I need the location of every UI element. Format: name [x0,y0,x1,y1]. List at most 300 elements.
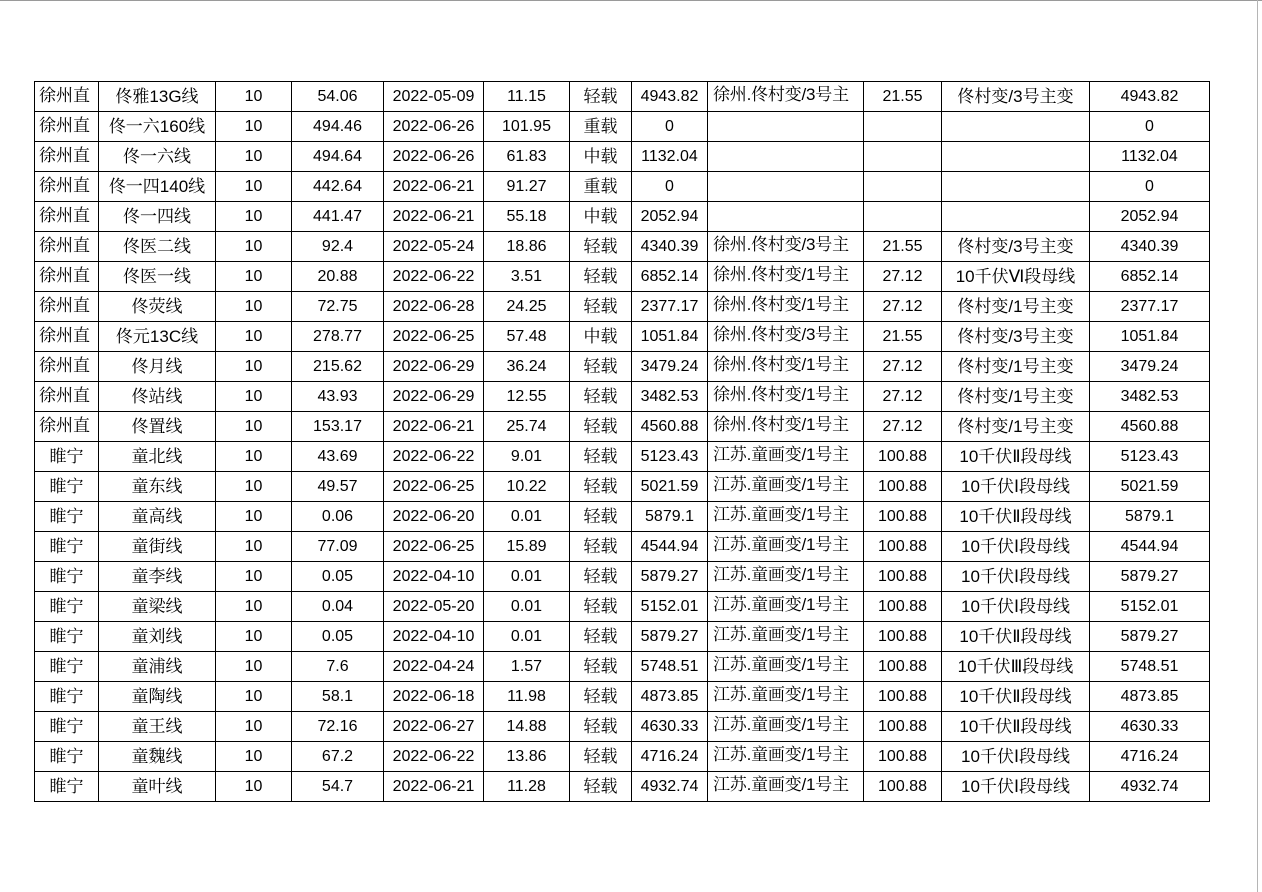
table-row [35,712,1210,742]
voltage-cell: 10 [216,472,292,502]
table-row [35,142,1210,172]
available-capacity-cell: 4544.94 [1090,532,1210,562]
feeder-name-cell: 童刘线 [99,622,216,652]
transformer-rate-cell: 27.12 [864,352,942,382]
capacity-cell: 4943.82 [632,82,708,112]
current-cell: 278.77 [292,322,384,352]
capacity-cell: 4560.88 [632,412,708,442]
load-status-cell: 轻载 [570,592,632,622]
load-status-cell: 轻载 [570,652,632,682]
load-status-cell: 中载 [570,322,632,352]
transformer-rate-cell: 100.88 [864,472,942,502]
current-cell: 153.17 [292,412,384,442]
available-capacity-cell: 0 [1090,112,1210,142]
load-rate-cell: 61.83 [484,142,570,172]
load-rate-cell: 57.48 [484,322,570,352]
current-cell: 7.6 [292,652,384,682]
table-row [35,352,1210,382]
load-rate-cell: 11.15 [484,82,570,112]
bus-cell [942,112,1090,142]
substation-transformer-cell [708,112,864,142]
region-cell: 徐州直 [35,382,99,412]
bus-cell: 10千伏Ⅰ段母线 [942,592,1090,622]
capacity-cell: 1051.84 [632,322,708,352]
load-status-cell: 轻载 [570,292,632,322]
transformer-rate-cell: 100.88 [864,772,942,802]
substation-transformer-cell: 徐州.佟村变/1号主 [708,292,864,322]
load-status-cell: 轻载 [570,442,632,472]
voltage-cell: 10 [216,712,292,742]
region-cell: 徐州直 [35,352,99,382]
load-rate-cell: 55.18 [484,202,570,232]
available-capacity-cell: 4340.39 [1090,232,1210,262]
date-cell: 2022-06-18 [384,682,484,712]
available-capacity-cell: 5879.27 [1090,622,1210,652]
substation-transformer-cell: 江苏.童画变/1号主 [708,772,864,802]
current-cell: 72.75 [292,292,384,322]
capacity-cell: 2052.94 [632,202,708,232]
load-status-cell: 重载 [570,112,632,142]
load-status-cell: 轻载 [570,352,632,382]
voltage-cell: 10 [216,352,292,382]
capacity-cell: 5152.01 [632,592,708,622]
voltage-cell: 10 [216,562,292,592]
date-cell: 2022-06-29 [384,352,484,382]
transformer-rate-cell: 27.12 [864,382,942,412]
capacity-cell: 2377.17 [632,292,708,322]
load-status-cell: 重载 [570,172,632,202]
voltage-cell: 10 [216,502,292,532]
bus-cell: 佟村变/1号主变 [942,382,1090,412]
current-cell: 77.09 [292,532,384,562]
table-row [35,442,1210,472]
capacity-cell: 4630.33 [632,712,708,742]
capacity-cell: 4544.94 [632,532,708,562]
current-cell: 43.69 [292,442,384,472]
table-row [35,292,1210,322]
capacity-cell: 0 [632,112,708,142]
load-rate-cell: 0.01 [484,562,570,592]
load-status-cell: 轻载 [570,562,632,592]
capacity-cell: 4716.24 [632,742,708,772]
bus-cell: 10千伏Ⅲ段母线 [942,652,1090,682]
voltage-cell: 10 [216,322,292,352]
feeder-name-cell: 童高线 [99,502,216,532]
region-cell: 睢宁 [35,442,99,472]
available-capacity-cell: 5879.27 [1090,562,1210,592]
load-status-cell: 轻载 [570,82,632,112]
feeder-name-cell: 佟一四140线 [99,172,216,202]
voltage-cell: 10 [216,232,292,262]
available-capacity-cell: 5879.1 [1090,502,1210,532]
date-cell: 2022-06-26 [384,142,484,172]
table-row [35,682,1210,712]
voltage-cell: 10 [216,382,292,412]
capacity-cell: 4932.74 [632,772,708,802]
transformer-rate-cell [864,112,942,142]
table-row [35,472,1210,502]
substation-transformer-cell: 徐州.佟村变/3号主 [708,322,864,352]
load-status-cell: 中载 [570,202,632,232]
transformer-rate-cell: 21.55 [864,322,942,352]
region-cell: 睢宁 [35,622,99,652]
date-cell: 2022-06-20 [384,502,484,532]
bus-cell [942,172,1090,202]
capacity-cell: 5123.43 [632,442,708,472]
load-status-cell: 轻载 [570,502,632,532]
region-cell: 徐州直 [35,112,99,142]
date-cell: 2022-06-22 [384,442,484,472]
feeder-name-cell: 童陶线 [99,682,216,712]
available-capacity-cell: 4873.85 [1090,682,1210,712]
bus-cell: 10千伏Ⅱ段母线 [942,502,1090,532]
capacity-cell: 1132.04 [632,142,708,172]
capacity-cell: 3479.24 [632,352,708,382]
transformer-rate-cell: 100.88 [864,742,942,772]
current-cell: 0.04 [292,592,384,622]
available-capacity-cell: 6852.14 [1090,262,1210,292]
available-capacity-cell: 2052.94 [1090,202,1210,232]
capacity-cell: 5748.51 [632,652,708,682]
bus-cell: 10千伏Ⅰ段母线 [942,742,1090,772]
voltage-cell: 10 [216,652,292,682]
capacity-cell: 5879.1 [632,502,708,532]
voltage-cell: 10 [216,142,292,172]
date-cell: 2022-04-10 [384,562,484,592]
current-cell: 92.4 [292,232,384,262]
region-cell: 徐州直 [35,322,99,352]
capacity-cell: 5021.59 [632,472,708,502]
substation-transformer-cell: 徐州.佟村变/3号主 [708,232,864,262]
voltage-cell: 10 [216,262,292,292]
transformer-rate-cell: 100.88 [864,442,942,472]
bus-cell: 佟村变/1号主变 [942,352,1090,382]
available-capacity-cell: 5152.01 [1090,592,1210,622]
date-cell: 2022-06-28 [384,292,484,322]
date-cell: 2022-04-24 [384,652,484,682]
load-status-cell: 轻载 [570,382,632,412]
load-rate-cell: 10.22 [484,472,570,502]
feeder-load-table [34,81,1210,802]
load-rate-cell: 11.28 [484,772,570,802]
feeder-name-cell: 童北线 [99,442,216,472]
region-cell: 睢宁 [35,772,99,802]
bus-cell: 10千伏Ⅰ段母线 [942,532,1090,562]
available-capacity-cell: 5748.51 [1090,652,1210,682]
transformer-rate-cell: 21.55 [864,232,942,262]
load-status-cell: 轻载 [570,232,632,262]
region-cell: 徐州直 [35,202,99,232]
load-rate-cell: 14.88 [484,712,570,742]
table-row [35,502,1210,532]
load-rate-cell: 0.01 [484,622,570,652]
bus-cell: 10千伏Ⅰ段母线 [942,772,1090,802]
date-cell: 2022-05-09 [384,82,484,112]
substation-transformer-cell: 江苏.童画变/1号主 [708,472,864,502]
date-cell: 2022-06-21 [384,772,484,802]
available-capacity-cell: 4560.88 [1090,412,1210,442]
capacity-cell: 0 [632,172,708,202]
voltage-cell: 10 [216,742,292,772]
bus-cell: 10千伏Ⅱ段母线 [942,682,1090,712]
capacity-cell: 5879.27 [632,562,708,592]
voltage-cell: 10 [216,202,292,232]
region-cell: 睢宁 [35,502,99,532]
substation-transformer-cell [708,202,864,232]
voltage-cell: 10 [216,82,292,112]
date-cell: 2022-06-25 [384,532,484,562]
feeder-name-cell: 童浦线 [99,652,216,682]
transformer-rate-cell: 100.88 [864,682,942,712]
available-capacity-cell: 4630.33 [1090,712,1210,742]
current-cell: 54.06 [292,82,384,112]
substation-transformer-cell: 徐州.佟村变/1号主 [708,382,864,412]
bus-cell: 10千伏Ⅵ段母线 [942,262,1090,292]
load-status-cell: 轻载 [570,412,632,442]
load-rate-cell: 9.01 [484,442,570,472]
transformer-rate-cell: 27.12 [864,292,942,322]
current-cell: 72.16 [292,712,384,742]
transformer-rate-cell: 21.55 [864,82,942,112]
region-cell: 睢宁 [35,742,99,772]
region-cell: 徐州直 [35,262,99,292]
substation-transformer-cell: 江苏.童画变/1号主 [708,442,864,472]
region-cell: 睢宁 [35,712,99,742]
bus-cell [942,202,1090,232]
load-rate-cell: 13.86 [484,742,570,772]
feeder-name-cell: 童李线 [99,562,216,592]
table-row [35,742,1210,772]
table-row [35,652,1210,682]
load-rate-cell: 12.55 [484,382,570,412]
region-cell: 睢宁 [35,562,99,592]
available-capacity-cell: 4716.24 [1090,742,1210,772]
load-rate-cell: 18.86 [484,232,570,262]
load-rate-cell: 36.24 [484,352,570,382]
transformer-rate-cell [864,142,942,172]
substation-transformer-cell [708,172,864,202]
substation-transformer-cell: 江苏.童画变/1号主 [708,532,864,562]
available-capacity-cell: 5123.43 [1090,442,1210,472]
current-cell: 58.1 [292,682,384,712]
transformer-rate-cell [864,172,942,202]
substation-transformer-cell: 江苏.童画变/1号主 [708,502,864,532]
voltage-cell: 10 [216,412,292,442]
substation-transformer-cell: 江苏.童画变/1号主 [708,562,864,592]
substation-transformer-cell: 徐州.佟村变/1号主 [708,262,864,292]
available-capacity-cell: 3482.53 [1090,382,1210,412]
feeder-name-cell: 佟医一线 [99,262,216,292]
capacity-cell: 5879.27 [632,622,708,652]
feeder-name-cell: 佟一四线 [99,202,216,232]
table-body [35,82,1210,802]
feeder-name-cell: 童梁线 [99,592,216,622]
bus-cell: 10千伏Ⅰ段母线 [942,472,1090,502]
load-rate-cell: 1.57 [484,652,570,682]
bus-cell: 10千伏Ⅱ段母线 [942,442,1090,472]
date-cell: 2022-06-21 [384,202,484,232]
date-cell: 2022-06-21 [384,172,484,202]
bus-cell: 佟村变/3号主变 [942,322,1090,352]
transformer-rate-cell: 100.88 [864,532,942,562]
table-row [35,562,1210,592]
capacity-cell: 4340.39 [632,232,708,262]
region-cell: 睢宁 [35,592,99,622]
feeder-name-cell: 佟医二线 [99,232,216,262]
substation-transformer-cell: 江苏.童画变/1号主 [708,682,864,712]
table-row [35,412,1210,442]
substation-transformer-cell: 江苏.童画变/1号主 [708,622,864,652]
capacity-cell: 4873.85 [632,682,708,712]
capacity-cell: 3482.53 [632,382,708,412]
transformer-rate-cell: 100.88 [864,592,942,622]
voltage-cell: 10 [216,442,292,472]
current-cell: 49.57 [292,472,384,502]
date-cell: 2022-06-22 [384,742,484,772]
voltage-cell: 10 [216,622,292,652]
bus-cell: 佟村变/1号主变 [942,412,1090,442]
region-cell: 徐州直 [35,292,99,322]
load-rate-cell: 101.95 [484,112,570,142]
current-cell: 0.05 [292,622,384,652]
feeder-name-cell: 童魏线 [99,742,216,772]
voltage-cell: 10 [216,172,292,202]
table-row [35,112,1210,142]
load-status-cell: 轻载 [570,682,632,712]
region-cell: 徐州直 [35,172,99,202]
current-cell: 494.46 [292,112,384,142]
load-status-cell: 轻载 [570,262,632,292]
date-cell: 2022-06-22 [384,262,484,292]
table-row [35,202,1210,232]
substation-transformer-cell: 徐州.佟村变/3号主 [708,82,864,112]
load-status-cell: 轻载 [570,622,632,652]
current-cell: 494.64 [292,142,384,172]
bus-cell: 佟村变/1号主变 [942,292,1090,322]
available-capacity-cell: 4932.74 [1090,772,1210,802]
load-status-cell: 轻载 [570,532,632,562]
table-row [35,262,1210,292]
date-cell: 2022-06-25 [384,472,484,502]
transformer-rate-cell: 100.88 [864,652,942,682]
transformer-rate-cell: 100.88 [864,712,942,742]
available-capacity-cell: 4943.82 [1090,82,1210,112]
current-cell: 442.64 [292,172,384,202]
load-rate-cell: 15.89 [484,532,570,562]
load-rate-cell: 25.74 [484,412,570,442]
date-cell: 2022-06-29 [384,382,484,412]
table-row [35,322,1210,352]
table-row [35,82,1210,112]
current-cell: 20.88 [292,262,384,292]
region-cell: 睢宁 [35,682,99,712]
load-status-cell: 轻载 [570,772,632,802]
feeder-name-cell: 佟站线 [99,382,216,412]
table-row [35,622,1210,652]
transformer-rate-cell [864,202,942,232]
current-cell: 215.62 [292,352,384,382]
feeder-name-cell: 佟雅13G线 [99,82,216,112]
date-cell: 2022-06-21 [384,412,484,442]
voltage-cell: 10 [216,682,292,712]
region-cell: 睢宁 [35,472,99,502]
transformer-rate-cell: 100.88 [864,622,942,652]
current-cell: 43.93 [292,382,384,412]
load-status-cell: 轻载 [570,742,632,772]
voltage-cell: 10 [216,772,292,802]
feeder-name-cell: 佟元13C线 [99,322,216,352]
bus-cell: 10千伏Ⅱ段母线 [942,622,1090,652]
available-capacity-cell: 1051.84 [1090,322,1210,352]
available-capacity-cell: 2377.17 [1090,292,1210,322]
current-cell: 0.06 [292,502,384,532]
bus-cell: 10千伏Ⅰ段母线 [942,562,1090,592]
transformer-rate-cell: 27.12 [864,412,942,442]
voltage-cell: 10 [216,112,292,142]
region-cell: 睢宁 [35,532,99,562]
current-cell: 67.2 [292,742,384,772]
bus-cell: 10千伏Ⅱ段母线 [942,712,1090,742]
transformer-rate-cell: 100.88 [864,562,942,592]
substation-transformer-cell: 江苏.童画变/1号主 [708,592,864,622]
page-top-edge [0,0,1262,1]
feeder-name-cell: 童街线 [99,532,216,562]
date-cell: 2022-05-24 [384,232,484,262]
region-cell: 徐州直 [35,142,99,172]
voltage-cell: 10 [216,532,292,562]
load-status-cell: 轻载 [570,712,632,742]
bus-cell [942,142,1090,172]
voltage-cell: 10 [216,592,292,622]
region-cell: 徐州直 [35,412,99,442]
capacity-cell: 6852.14 [632,262,708,292]
feeder-name-cell: 童东线 [99,472,216,502]
current-cell: 441.47 [292,202,384,232]
voltage-cell: 10 [216,292,292,322]
substation-transformer-cell: 江苏.童画变/1号主 [708,712,864,742]
table-row [35,172,1210,202]
table-row [35,772,1210,802]
page-right-edge [1257,0,1258,892]
load-rate-cell: 91.27 [484,172,570,202]
current-cell: 54.7 [292,772,384,802]
available-capacity-cell: 0 [1090,172,1210,202]
feeder-name-cell: 童叶线 [99,772,216,802]
region-cell: 睢宁 [35,652,99,682]
substation-transformer-cell: 江苏.童画变/1号主 [708,652,864,682]
table-row [35,382,1210,412]
feeder-name-cell: 童王线 [99,712,216,742]
substation-transformer-cell: 徐州.佟村变/1号主 [708,352,864,382]
date-cell: 2022-06-26 [384,112,484,142]
available-capacity-cell: 3479.24 [1090,352,1210,382]
substation-transformer-cell [708,142,864,172]
date-cell: 2022-05-20 [384,592,484,622]
table-row [35,592,1210,622]
transformer-rate-cell: 27.12 [864,262,942,292]
bus-cell: 佟村变/3号主变 [942,82,1090,112]
feeder-name-cell: 佟月线 [99,352,216,382]
feeder-name-cell: 佟置线 [99,412,216,442]
date-cell: 2022-06-25 [384,322,484,352]
feeder-name-cell: 佟荧线 [99,292,216,322]
load-rate-cell: 3.51 [484,262,570,292]
substation-transformer-cell: 江苏.童画变/1号主 [708,742,864,772]
load-status-cell: 轻载 [570,472,632,502]
current-cell: 0.05 [292,562,384,592]
load-rate-cell: 0.01 [484,502,570,532]
available-capacity-cell: 1132.04 [1090,142,1210,172]
